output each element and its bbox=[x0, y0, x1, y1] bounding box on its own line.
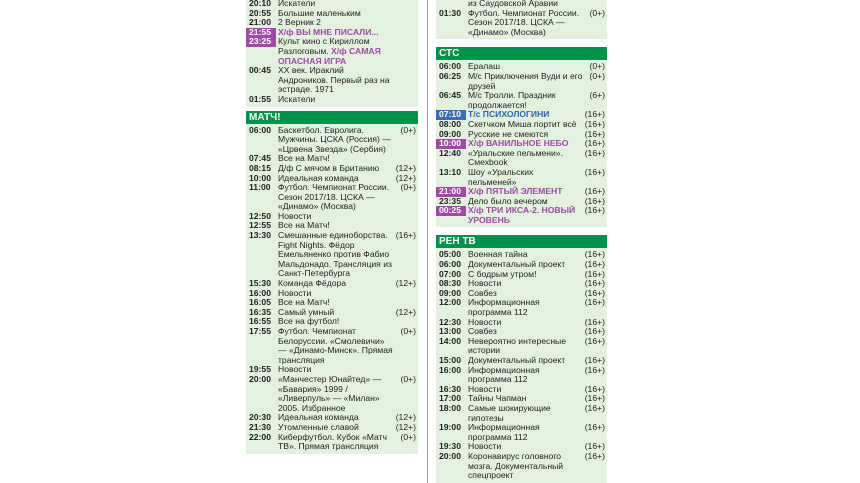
program-time: 07:10 bbox=[436, 110, 466, 120]
right-column bbox=[436, 0, 607, 483]
program-row bbox=[246, 9, 418, 19]
program-time: 19:00 bbox=[439, 422, 461, 433]
age-rating: (0+) bbox=[589, 61, 605, 72]
age-rating: (0+) bbox=[400, 326, 416, 336]
program-title-text: «Уральские пельмени». Смехbook bbox=[468, 147, 563, 168]
program-time: 01:30 bbox=[439, 7, 461, 18]
program-time: 13:30 bbox=[249, 230, 271, 241]
program-title-text: Все на Матч! bbox=[278, 297, 330, 308]
program-title-text: Искатели bbox=[278, 0, 316, 8]
program-row bbox=[436, 423, 607, 442]
program-time: 15:30 bbox=[249, 278, 271, 289]
age-rating: (16+) bbox=[584, 195, 605, 206]
program-title-text: С бодрым утром! bbox=[468, 268, 537, 279]
program-time: 20:00 bbox=[249, 373, 271, 384]
sts-list bbox=[436, 60, 607, 227]
program-time: 10:00 bbox=[436, 139, 466, 149]
program-title-text: Информационная программа 112 bbox=[468, 422, 540, 442]
program-row bbox=[436, 72, 607, 91]
program-title-text: Информационная программа 112 bbox=[468, 364, 540, 385]
age-rating: (0+) bbox=[400, 124, 416, 135]
program-title bbox=[466, 91, 583, 110]
program-title-text: Киберфутбол. Кубок «Матч ТВ». Прямая трансляция bbox=[278, 431, 387, 452]
program-title-text: Новости bbox=[278, 210, 312, 221]
program-row bbox=[246, 289, 418, 299]
program-row bbox=[436, 279, 607, 289]
prev-channel-list-right bbox=[436, 0, 607, 39]
program-title-text: Большие маленьким bbox=[278, 7, 361, 18]
program-title-text: Искатели bbox=[278, 93, 316, 104]
age-rating: (16+) bbox=[584, 335, 605, 346]
program-row bbox=[246, 375, 418, 413]
program-time: 23:25 bbox=[246, 37, 276, 47]
program-title-text: Скетчком Миша портит всё bbox=[468, 118, 577, 129]
age-rating: (16+) bbox=[584, 402, 605, 413]
program-title-text: М/с Тролли. Праздник продолжается! bbox=[468, 90, 556, 110]
program-title-text: Новости bbox=[468, 383, 502, 394]
program-row bbox=[246, 231, 418, 279]
program-time: 14:00 bbox=[439, 335, 461, 346]
program-time: 12:40 bbox=[439, 147, 461, 158]
age-rating: (0+) bbox=[589, 7, 605, 18]
age-rating: (0+) bbox=[400, 373, 416, 384]
age-rating: (16+) bbox=[584, 268, 605, 279]
program-title-text: Х/ф ВЫ МНЕ ПИСАЛИ... bbox=[278, 26, 379, 37]
program-time: 17:00 bbox=[439, 393, 461, 404]
program-title-text: Новости bbox=[468, 441, 502, 452]
age-rating: (16+) bbox=[584, 297, 605, 308]
program-time: 20:55 bbox=[249, 7, 271, 18]
program-time: 13:10 bbox=[439, 166, 461, 177]
program-title-text: Новости bbox=[468, 278, 502, 289]
program-row bbox=[436, 366, 607, 385]
program-time: 21:00 bbox=[249, 17, 271, 28]
program-title-text: Х/ф ВАНИЛЬНОЕ НЕБО bbox=[468, 138, 569, 149]
program-time: 09:00 bbox=[439, 128, 461, 139]
age-rating: (12+) bbox=[395, 306, 416, 317]
program-title-text: Русские не смеются bbox=[468, 128, 549, 139]
program-time: 08:15 bbox=[249, 162, 271, 173]
program-title-text: Все на Матч! bbox=[278, 220, 330, 231]
program-row bbox=[436, 91, 607, 110]
program-title bbox=[276, 375, 394, 413]
program-row bbox=[246, 433, 418, 452]
age-rating: (16+) bbox=[584, 383, 605, 394]
program-row bbox=[246, 37, 418, 66]
channel-header-sts: СТС bbox=[436, 47, 607, 60]
program-row bbox=[246, 327, 418, 365]
program-title bbox=[466, 366, 583, 385]
program-title-text: Футбол. Чемпионат России. Сезон 2017/18. ЦСКА — «Динамо» (Москва) bbox=[278, 182, 390, 212]
age-rating: (16+) bbox=[584, 364, 605, 375]
program-title-text: 2 Верник 2 bbox=[278, 17, 321, 28]
program-title-text: М/с Приключения Вуди и его друзей bbox=[468, 70, 583, 91]
program-row bbox=[246, 126, 418, 155]
age-rating: (16+) bbox=[584, 316, 605, 327]
program-title-text: Документальный проект bbox=[468, 355, 566, 365]
program-row bbox=[436, 337, 607, 356]
program-title bbox=[276, 327, 394, 365]
program-time: 20:10 bbox=[249, 0, 271, 8]
program-title-text: Ералаш bbox=[468, 61, 500, 72]
program-title bbox=[276, 37, 394, 66]
program-title-text: Х/ф ТРИ ИКСА-2. НОВЫЙ УРОВЕНЬ bbox=[468, 205, 576, 225]
program-time: 06:00 bbox=[249, 124, 271, 135]
left-column bbox=[246, 0, 418, 454]
program-title-text: Новости bbox=[468, 316, 502, 327]
program-title-text: Информационная программа 112 bbox=[468, 297, 540, 318]
program-time: 01:55 bbox=[249, 93, 271, 104]
age-rating: (16+) bbox=[584, 259, 605, 270]
age-rating: (16+) bbox=[584, 166, 605, 177]
age-rating: (12+) bbox=[395, 421, 416, 432]
program-time: 00:25 bbox=[436, 206, 466, 216]
age-rating: (16+) bbox=[584, 450, 605, 461]
program-title-text: из Саудовской Аравии bbox=[468, 0, 558, 8]
program-title-text: Самые шокирующие гипотезы bbox=[468, 402, 551, 423]
age-rating: (16+) bbox=[584, 138, 605, 149]
program-title bbox=[466, 168, 583, 187]
program-time: 12:00 bbox=[439, 297, 461, 308]
age-rating: (16+) bbox=[395, 230, 416, 241]
program-row bbox=[436, 206, 607, 225]
program-time: 08:30 bbox=[439, 278, 461, 289]
program-row bbox=[246, 183, 418, 212]
age-rating: (12+) bbox=[395, 162, 416, 173]
age-rating: (16+) bbox=[584, 287, 605, 298]
program-row bbox=[246, 212, 418, 222]
age-rating: (16+) bbox=[584, 249, 605, 260]
program-title-text: Все на Матч! bbox=[278, 153, 330, 164]
program-title-text: Культ кино с Кириллом Разлоговым. bbox=[278, 36, 370, 56]
program-time: 12:55 bbox=[249, 220, 271, 231]
column-divider bbox=[427, 0, 428, 483]
program-time: 05:00 bbox=[439, 249, 461, 260]
program-title bbox=[466, 72, 583, 91]
program-title-text: Смешанные единоборства. Fight Nights. Фёдор Емельяненко против Фабио Мальдонадо. Трансляция из Санкт-Петербурга bbox=[278, 230, 392, 279]
program-title bbox=[466, 337, 583, 356]
age-rating: (16+) bbox=[584, 205, 605, 216]
program-time: 17:55 bbox=[249, 326, 271, 336]
program-time: 07:00 bbox=[439, 268, 461, 279]
program-time: 20:30 bbox=[249, 412, 271, 423]
program-title bbox=[466, 206, 583, 225]
age-rating: (16+) bbox=[584, 278, 605, 289]
program-title-text: Дело было вечером bbox=[468, 195, 548, 206]
program-title-text: Военная тайна bbox=[468, 249, 528, 260]
program-row bbox=[436, 452, 607, 481]
ren-list bbox=[436, 248, 607, 482]
program-time: 21:30 bbox=[249, 421, 271, 432]
program-title bbox=[466, 423, 583, 442]
program-title bbox=[466, 9, 583, 38]
program-title-text: Самый умный bbox=[278, 306, 335, 317]
program-time: 07:45 bbox=[249, 153, 271, 164]
age-rating: (16+) bbox=[584, 186, 605, 197]
program-time: 10:00 bbox=[249, 172, 271, 183]
program-title-text: Невероятно интересные истории bbox=[468, 335, 567, 356]
program-time: 06:00 bbox=[439, 259, 461, 270]
program-title-text: Т/с ПСИХОЛОГИНИ bbox=[468, 109, 550, 120]
program-time: 06:00 bbox=[439, 61, 461, 72]
program-title bbox=[276, 433, 394, 452]
program-title-text: Х/ф ПЯТЫЙ ЭЛЕМЕНТ bbox=[468, 186, 563, 197]
age-rating: (6+) bbox=[589, 90, 605, 101]
program-row bbox=[436, 9, 607, 38]
program-time: 16:35 bbox=[249, 306, 271, 317]
channel-header-match: МАТЧ! bbox=[246, 111, 418, 124]
program-title-text: Шоу «Уральских пельменей» bbox=[468, 166, 534, 187]
age-rating: (16+) bbox=[584, 422, 605, 433]
age-rating: (12+) bbox=[395, 278, 416, 289]
program-title-text: Футбол. Чемпионат России. Сезон 2017/18. ЦСКА — «Динамо» (Москва) bbox=[468, 7, 580, 37]
program-time: 16:00 bbox=[439, 364, 461, 375]
age-rating: (16+) bbox=[584, 147, 605, 158]
film-title: Х/ф САМАЯ ОПАСНАЯ ИГРА bbox=[278, 45, 381, 66]
program-title-text: Баскетбол. Евролига. Мужчины. ЦСКА (Россия) — «Црвена Звезда» (Сербия) bbox=[278, 124, 391, 154]
program-row bbox=[436, 404, 607, 423]
age-rating: (0+) bbox=[589, 70, 605, 81]
program-row bbox=[246, 95, 418, 105]
program-time: 23:35 bbox=[439, 195, 461, 206]
program-title bbox=[276, 183, 394, 212]
program-time: 00:45 bbox=[249, 65, 271, 76]
program-row bbox=[436, 149, 607, 168]
program-time: 16:00 bbox=[249, 287, 271, 298]
program-title-text: Тайны Чапман bbox=[468, 393, 527, 404]
program-time: 19:55 bbox=[249, 364, 271, 375]
match-list bbox=[246, 124, 418, 454]
program-time: 18:00 bbox=[439, 402, 461, 413]
program-title-text: Утомленные славой bbox=[278, 421, 359, 432]
age-rating: (0+) bbox=[400, 431, 416, 442]
program-time: 08:00 bbox=[439, 118, 461, 129]
program-time: 20:00 bbox=[439, 450, 461, 461]
program-title-text: «Манчестер Юнайтед» — «Бавария» 1999 / «Ливерпуль» — «Милан» 2005. Избранное bbox=[278, 373, 382, 413]
program-time: 21:55 bbox=[246, 28, 276, 38]
program-title-text: Документальный проект bbox=[468, 259, 566, 270]
program-title-text: Футбол. Чемпионат Белоруссии. «Смолевичи» — «Динамо-Минск». Прямая трансляция bbox=[278, 326, 393, 365]
program-title-text: Команда Фёдора bbox=[278, 278, 347, 289]
prev-channel-list bbox=[246, 0, 418, 107]
program-time: 13:00 bbox=[439, 326, 461, 337]
program-time: 16:30 bbox=[439, 383, 461, 394]
age-rating: (16+) bbox=[584, 109, 605, 120]
program-title-text: Совбез bbox=[468, 326, 497, 337]
age-rating: (16+) bbox=[584, 355, 605, 365]
program-time: 16:05 bbox=[249, 297, 271, 308]
program-title-text: Идеальная команда bbox=[278, 172, 359, 183]
age-rating: (0+) bbox=[400, 182, 416, 193]
program-title-text: Все на футбол! bbox=[278, 316, 340, 327]
program-row bbox=[436, 318, 607, 328]
program-title-text: Д/ф С мячом в Британию bbox=[278, 162, 380, 173]
program-time: 15:00 bbox=[439, 355, 461, 365]
program-row bbox=[436, 168, 607, 187]
program-title-text: Совбез bbox=[468, 287, 497, 298]
program-title bbox=[276, 126, 394, 155]
program-time: 06:25 bbox=[439, 70, 461, 81]
program-title bbox=[276, 95, 394, 105]
program-time: 12:50 bbox=[249, 210, 271, 221]
age-rating: (16+) bbox=[584, 441, 605, 452]
program-title-text: Идеальная команда bbox=[278, 412, 359, 423]
program-title bbox=[276, 231, 394, 279]
program-time: 06:45 bbox=[439, 90, 461, 101]
age-rating: (16+) bbox=[584, 393, 605, 404]
program-title bbox=[466, 452, 583, 481]
program-row bbox=[436, 270, 607, 280]
program-time: 16:55 bbox=[249, 316, 271, 327]
age-rating: (12+) bbox=[395, 412, 416, 423]
program-title-text: XX век. Ираклий Андроников. Первый раз на эстраде. 1971 bbox=[278, 65, 390, 95]
program-title-text: Новости bbox=[278, 287, 312, 298]
program-time: 19:30 bbox=[439, 441, 461, 452]
program-title-text: Новости bbox=[278, 364, 312, 375]
program-time: 11:00 bbox=[249, 182, 271, 193]
program-time: 22:00 bbox=[249, 431, 271, 442]
program-title bbox=[466, 298, 583, 317]
program-title bbox=[466, 149, 583, 168]
program-title-text: Коронавирус головного мозга. Документальный спецпроект bbox=[468, 450, 564, 481]
age-rating: (16+) bbox=[584, 118, 605, 129]
age-rating: (16+) bbox=[584, 326, 605, 337]
program-time: 21:00 bbox=[436, 187, 466, 197]
channel-header-ren: РЕН ТВ bbox=[436, 235, 607, 248]
program-row bbox=[246, 66, 418, 95]
program-time: 09:00 bbox=[439, 287, 461, 298]
age-rating: (12+) bbox=[395, 172, 416, 183]
program-row bbox=[436, 298, 607, 317]
program-time: 12:30 bbox=[439, 316, 461, 327]
age-rating: (16+) bbox=[584, 128, 605, 139]
program-title bbox=[466, 404, 583, 423]
program-title bbox=[276, 66, 394, 95]
program-row bbox=[246, 279, 418, 289]
